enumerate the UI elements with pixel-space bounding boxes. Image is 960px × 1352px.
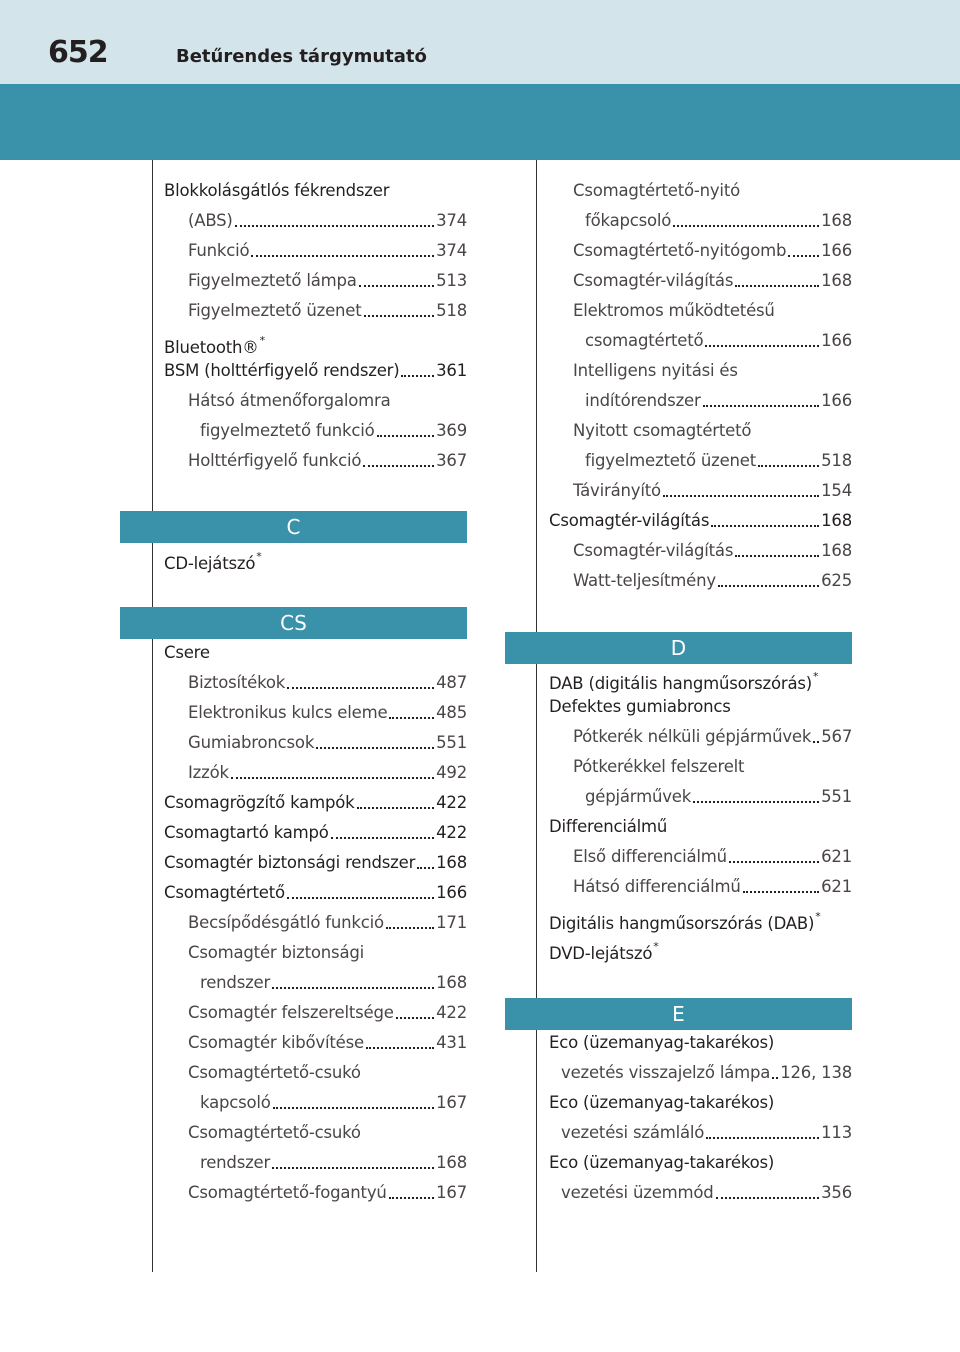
index-entry-page: 367 xyxy=(436,451,467,470)
index-entry-page: 168 xyxy=(821,511,852,530)
index-entry xyxy=(188,702,467,724)
index-entry xyxy=(573,180,852,202)
index-entry-text: Eco (üzemanyag-takarékos) xyxy=(549,1153,775,1172)
index-entry-text: Digitális hangműsorszórás (DAB)* xyxy=(549,910,821,933)
index-entry-text: indítórendszer xyxy=(585,391,701,410)
index-entry-text: figyelmeztető funkció xyxy=(200,421,375,440)
index-entry xyxy=(164,546,467,575)
index-entry-text: rendszer xyxy=(200,1153,271,1172)
section-title: Betűrendes tárgymutató xyxy=(176,46,427,67)
index-entry xyxy=(164,792,467,814)
index-entry xyxy=(549,666,852,695)
index-entry-text: gépjárművek xyxy=(585,787,692,806)
index-entry-text: DVD-lejátszó* xyxy=(549,940,659,963)
left-letter-band-c: C xyxy=(120,511,467,543)
index-entry xyxy=(200,1092,467,1114)
leader-dots xyxy=(705,330,819,347)
index-entry-page: 166 xyxy=(436,883,467,902)
leader-dots xyxy=(357,792,435,809)
leader-dots xyxy=(703,390,820,407)
index-entry-text: Csomagtértető-csukó xyxy=(188,1063,361,1082)
index-entry-page: 126, 138 xyxy=(780,1063,853,1082)
index-entry xyxy=(188,300,467,322)
index-entry xyxy=(549,906,852,935)
index-entry-text: Csomagtértető-nyitó xyxy=(573,181,740,200)
index-entry xyxy=(188,672,467,694)
index-entry xyxy=(573,846,852,868)
index-entry-page: 567 xyxy=(821,727,853,746)
footnote-star: * xyxy=(256,550,262,563)
index-entry xyxy=(200,1152,467,1174)
index-entry-page: 168 xyxy=(821,541,852,560)
leader-dots xyxy=(735,270,819,287)
index-entry-text: Gumiabroncsok xyxy=(188,733,315,752)
footnote-star: * xyxy=(259,334,265,347)
index-entry-text: Csomagtér-világítás xyxy=(573,541,734,560)
leader-dots xyxy=(366,1032,434,1049)
index-entry-page: 166 xyxy=(821,391,852,410)
index-entry-text: vezetési üzemmód xyxy=(561,1183,714,1202)
index-entry-page: 168 xyxy=(436,973,467,992)
index-entry-text: Csere xyxy=(164,643,210,662)
index-entry-page: 431 xyxy=(436,1033,467,1052)
index-entry xyxy=(188,1032,467,1054)
index-entry xyxy=(200,972,467,994)
index-entry-text: figyelmeztető üzenet xyxy=(585,451,757,470)
index-entry xyxy=(188,942,467,964)
leader-dots xyxy=(711,510,819,527)
footnote-star: * xyxy=(653,940,659,953)
index-entry xyxy=(164,180,467,202)
index-entry xyxy=(585,210,852,232)
index-entry-text: Eco (üzemanyag-takarékos) xyxy=(549,1093,775,1112)
index-entry-text: vezetés visszajelző lámpa xyxy=(561,1063,771,1082)
leader-dots xyxy=(718,570,819,587)
index-entry-text: Figyelmeztető üzenet xyxy=(188,301,362,320)
index-entry-text: Bluetooth®* xyxy=(164,334,265,357)
index-entry-page: 167 xyxy=(436,1183,467,1202)
index-entry xyxy=(573,480,852,502)
index-entry xyxy=(164,642,467,664)
leader-dots xyxy=(396,1002,434,1019)
leader-dots xyxy=(287,672,434,689)
leader-dots xyxy=(386,912,434,929)
index-entry xyxy=(573,420,852,442)
index-entry-text: Defektes gumiabroncs xyxy=(549,697,731,716)
leader-dots xyxy=(693,786,819,803)
leader-dots xyxy=(272,1152,434,1169)
left-column-rule xyxy=(152,160,153,1272)
index-entry-page: 168 xyxy=(436,853,467,872)
index-entry xyxy=(561,1182,852,1204)
index-entry xyxy=(573,726,852,748)
header-top xyxy=(0,0,960,84)
leader-dots xyxy=(758,450,819,467)
index-entry-page: 166 xyxy=(821,331,852,350)
index-entry-text: Hátsó átmenőforgalomra xyxy=(188,391,391,410)
index-entry-page: 551 xyxy=(821,787,852,806)
index-entry xyxy=(188,732,467,754)
leader-dots xyxy=(359,270,434,287)
index-entry-text: vezetési számláló xyxy=(561,1123,705,1142)
index-entry xyxy=(573,876,852,898)
leader-dots xyxy=(316,732,434,749)
index-entry-page: 168 xyxy=(821,271,852,290)
leader-dots xyxy=(788,240,819,257)
index-entry-text: BSM (holttérfigyelő rendszer) xyxy=(164,361,400,380)
index-entry-page: 487 xyxy=(436,673,467,692)
index-entry-text: Watt-teljesítmény xyxy=(573,571,716,590)
index-entry-text: Differenciálmű xyxy=(549,817,668,836)
index-entry xyxy=(164,852,467,874)
index-entry xyxy=(549,816,852,838)
index-entry-page: 171 xyxy=(436,913,467,932)
index-entry-text: Első differenciálmű xyxy=(573,847,727,866)
index-entry-text: Csomagtartó kampó xyxy=(164,823,329,842)
index-entry-text: Elektronikus kulcs eleme xyxy=(188,703,388,722)
index-entry-text: Csomagrögzítő kampók xyxy=(164,793,355,812)
index-entry xyxy=(573,270,852,292)
index-entry xyxy=(561,1122,852,1144)
index-entry xyxy=(188,240,467,262)
footnote-star: * xyxy=(813,670,819,683)
index-entry-text: Csomagtértető xyxy=(164,883,285,902)
index-entry-text: Csomagtér biztonsági rendszer xyxy=(164,853,416,872)
index-entry xyxy=(188,762,467,784)
index-entry-page: 518 xyxy=(821,451,852,470)
leader-dots xyxy=(235,210,434,227)
index-entry xyxy=(573,240,852,262)
index-entry xyxy=(561,1062,852,1084)
index-entry-page: 625 xyxy=(821,571,852,590)
index-entry-page: 422 xyxy=(436,823,467,842)
index-entry-text: csomagtértető xyxy=(585,331,704,350)
index-entry-text: Pótkerékkel felszerelt xyxy=(573,757,745,776)
index-entry-page: 356 xyxy=(821,1183,852,1202)
leader-dots xyxy=(273,1092,434,1109)
index-entry-page: 518 xyxy=(436,301,467,320)
index-entry-text: Izzók xyxy=(188,763,229,782)
index-entry-text: Pótkerék nélküli gépjárművek xyxy=(573,727,812,746)
leader-dots xyxy=(716,1182,820,1199)
index-entry xyxy=(585,786,852,808)
index-entry xyxy=(188,270,467,292)
leader-dots xyxy=(813,726,819,743)
index-entry xyxy=(573,756,852,778)
index-entry-page: 513 xyxy=(436,271,467,290)
index-entry xyxy=(188,1002,467,1024)
index-entry-text: Intelligens nyitási és xyxy=(573,361,738,380)
index-entry-text: Figyelmeztető lámpa xyxy=(188,271,357,290)
leader-dots xyxy=(743,876,819,893)
index-entry-page: 621 xyxy=(821,877,852,896)
index-entry-text: Blokkolásgátlós fékrendszer xyxy=(164,181,390,200)
index-entry xyxy=(585,330,852,352)
index-entry-text: Biztosítékok xyxy=(188,673,286,692)
index-entry-text: Eco (üzemanyag-takarékos) xyxy=(549,1033,775,1052)
index-entry-page: 492 xyxy=(436,763,467,782)
index-entry xyxy=(573,570,852,592)
index-entry-text: (ABS) xyxy=(188,211,233,230)
leader-dots xyxy=(772,1062,778,1079)
left-letter-band-cs: CS xyxy=(120,607,467,639)
index-entry-page: 113 xyxy=(821,1123,852,1142)
index-entry-page: 374 xyxy=(436,211,467,230)
index-entry-text: Csomagtér-világítás xyxy=(549,511,710,530)
header-band xyxy=(0,84,960,160)
index-entry-text: rendszer xyxy=(200,973,271,992)
leader-dots xyxy=(735,540,819,557)
page-number: 652 xyxy=(48,35,108,70)
index-entry-page: 422 xyxy=(436,1003,467,1022)
leader-dots xyxy=(364,300,435,317)
index-entry xyxy=(573,360,852,382)
index-entry xyxy=(549,696,852,718)
index-entry xyxy=(164,882,467,904)
index-entry-text: Csomagtér kibővítése xyxy=(188,1033,364,1052)
leader-dots xyxy=(663,480,819,497)
index-entry-text: Csomagtér biztonsági xyxy=(188,943,365,962)
index-entry xyxy=(549,510,852,532)
leader-dots xyxy=(272,972,434,989)
index-entry-text: Csomagtértető-fogantyú xyxy=(188,1183,387,1202)
index-entry-page: 369 xyxy=(436,421,467,440)
index-entry-page: 551 xyxy=(436,733,467,752)
index-entry-page: 422 xyxy=(436,793,467,812)
index-entry-page: 154 xyxy=(821,481,852,500)
index-entry-page: 485 xyxy=(436,703,467,722)
index-entry xyxy=(188,1062,467,1084)
index-entry-text: Funkció xyxy=(188,241,250,260)
index-entry-text: Csomagtértető-nyitógomb xyxy=(573,241,787,260)
index-entry-page: 621 xyxy=(821,847,852,866)
leader-dots xyxy=(287,882,434,899)
leader-dots xyxy=(231,762,434,779)
index-entry-page: 166 xyxy=(821,241,852,260)
index-entry-page: 361 xyxy=(436,361,467,380)
index-entry-text: Becsípődésgátló funkció xyxy=(188,913,384,932)
right-column-rule xyxy=(536,160,537,1272)
index-entry xyxy=(549,1092,852,1114)
index-entry xyxy=(573,540,852,562)
index-entry-text: Távirányító xyxy=(573,481,661,500)
index-entry-text: Elektromos működtetésű xyxy=(573,301,775,320)
footnote-star: * xyxy=(815,910,821,923)
index-entry xyxy=(549,1032,852,1054)
index-entry xyxy=(188,210,467,232)
leader-dots xyxy=(389,1182,434,1199)
index-entry xyxy=(188,390,467,412)
index-entry-text: CD-lejátszó* xyxy=(164,550,262,573)
index-entry xyxy=(164,360,467,382)
right-letter-band-d: D xyxy=(505,632,852,664)
index-entry xyxy=(164,822,467,844)
index-entry xyxy=(200,420,467,442)
leader-dots xyxy=(673,210,819,227)
index-entry-text: Csomagtér-világítás xyxy=(573,271,734,290)
leader-dots xyxy=(363,450,434,467)
index-entry xyxy=(188,1122,467,1144)
index-entry xyxy=(188,1182,467,1204)
index-entry-text: kapcsoló xyxy=(200,1093,271,1112)
index-entry-text: Csomagtér felszereltsége xyxy=(188,1003,394,1022)
index-entry xyxy=(549,936,852,965)
right-letter-band-e: E xyxy=(505,998,852,1030)
index-entry xyxy=(573,300,852,322)
leader-dots xyxy=(389,702,434,719)
index-entry-text: főkapcsoló xyxy=(585,211,672,230)
index-entry-page: 168 xyxy=(821,211,852,230)
index-entry-text: Csomagtértető-csukó xyxy=(188,1123,361,1142)
index-entry-page: 168 xyxy=(436,1153,467,1172)
index-entry xyxy=(585,390,852,412)
index-entry xyxy=(188,912,467,934)
leader-dots xyxy=(251,240,434,257)
index-entry xyxy=(188,450,467,472)
index-entry xyxy=(585,450,852,472)
index-entry xyxy=(164,330,467,359)
index-entry-text: DAB (digitális hangműsorszórás)* xyxy=(549,670,819,693)
index-entry-text: Hátsó differenciálmű xyxy=(573,877,741,896)
index-entry-text: Holttérfigyelő funkció xyxy=(188,451,362,470)
index-entry-page: 167 xyxy=(436,1093,467,1112)
index-entry-text: Nyitott csomagtértető xyxy=(573,421,752,440)
leader-dots xyxy=(706,1122,819,1139)
leader-dots xyxy=(331,822,434,839)
leader-dots xyxy=(729,846,819,863)
index-entry-page: 374 xyxy=(436,241,467,260)
index-entry xyxy=(549,1152,852,1174)
leader-dots xyxy=(401,360,434,377)
leader-dots xyxy=(417,852,434,869)
leader-dots xyxy=(377,420,435,437)
